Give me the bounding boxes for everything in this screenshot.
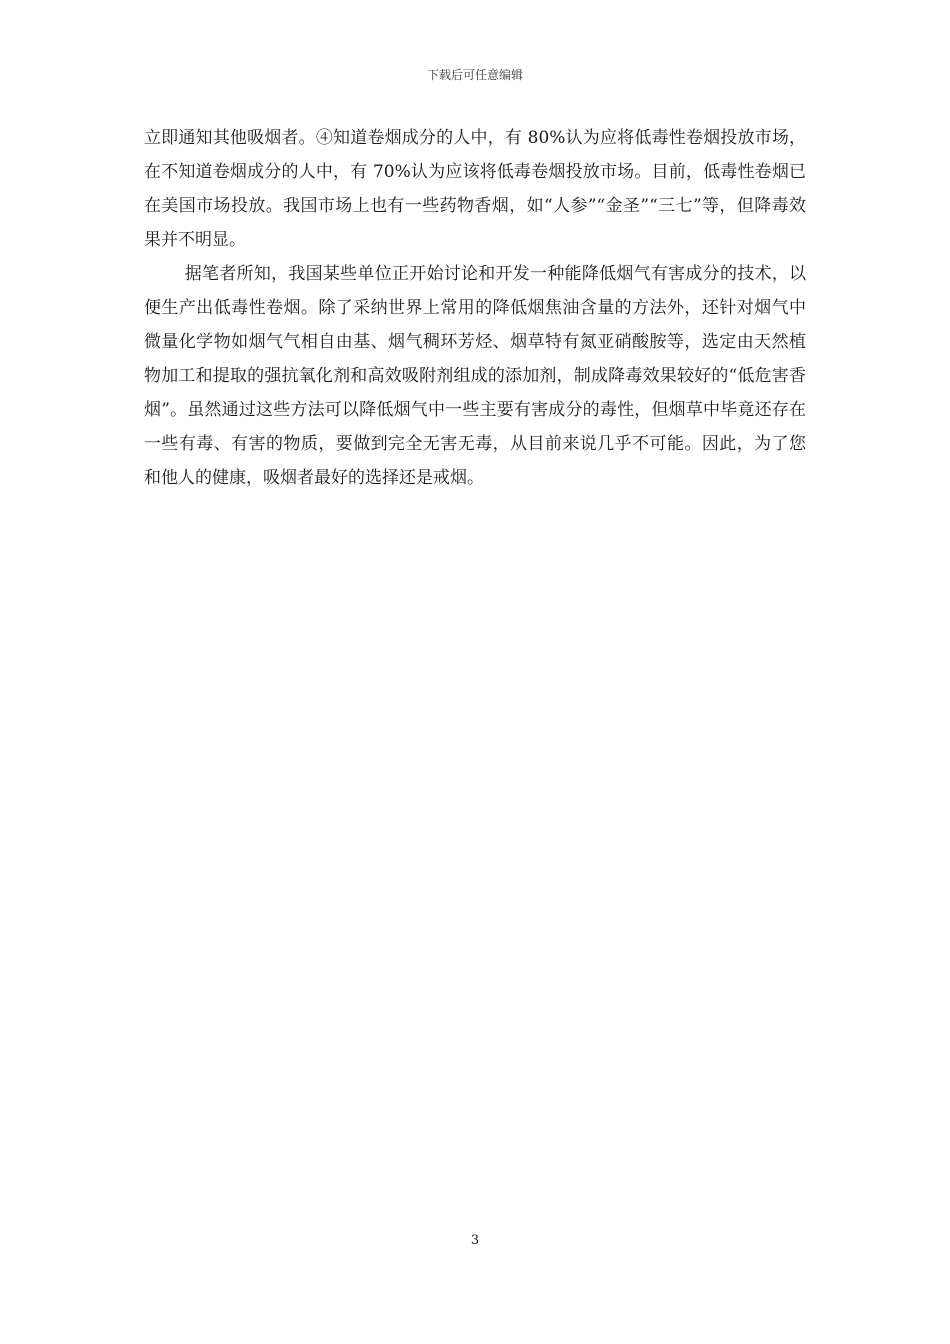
paragraph-low-harm-cigarette: 据笔者所知，我国某些单位正开始讨论和开发一种能降低烟气有害成分的技术，以便生产出低毒性卷烟。除了采纳世界上常用的降低烟焦油含量的方法外，还针对烟气中微量化学物如烟气气相自由基、烟气稠环芳烃、烟草特有氮亚硝酸胺等，选定由天然植物加工和提取的强抗氧化剂和高效吸附剂组成的添加剂，制成降毒效果较好的“低危害香烟”。虽然通过这些方法可以降低烟气中一些主要有害成分的毒性，但烟草中毕竟还存在一些有毒、有害的物质，要做到完全无害无毒，从目前来说几乎不可能。因此，为了您和他人的健康，吸烟者最好的选择还是戒烟。 bbox=[144, 264, 806, 488]
page-number: 3 bbox=[470, 1233, 480, 1248]
document-body bbox=[144, 121, 806, 495]
paragraph-continuation: 立即通知其他吸烟者。④知道卷烟成分的人中，有 80%认为应将低毒性卷烟投放市场，在不知道卷烟成分的人中，有 70%认为应该将低毒卷烟投放市场。目前，低毒性卷烟已在美国市场投放。我国市场上也有一些药物香烟，如“人参”“金圣”“三七”等，但降毒效果并不明显。 bbox=[144, 128, 806, 250]
page-header: 下载后可任意编辑 bbox=[426, 68, 523, 82]
